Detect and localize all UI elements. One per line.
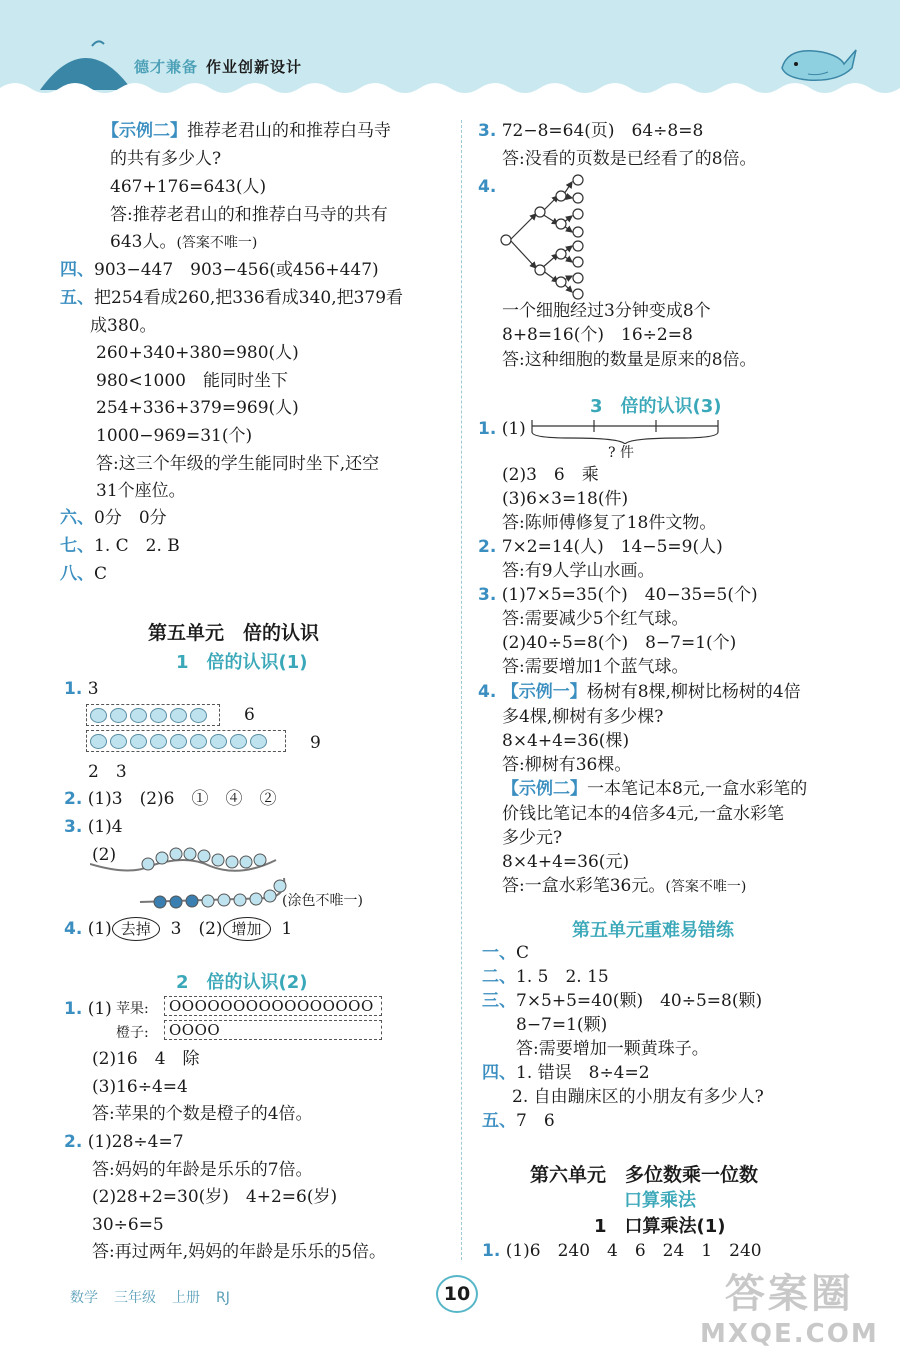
- example2-line: 【示例二】推荐老君山的和推荐白马寺: [102, 121, 391, 141]
- section-title: 3 倍的认识(3): [590, 396, 722, 417]
- orange-circles: OOOO: [164, 1020, 382, 1040]
- text-line: 6: [244, 705, 255, 725]
- m1: 1. (1)6 240 4 6 24 1 240: [482, 1241, 762, 1261]
- bead-chain-2: [120, 868, 290, 912]
- text-line: 答:一盒水彩笔36元。(答案不唯一): [502, 876, 747, 896]
- section-title: 口算乘法: [624, 1190, 696, 1211]
- text-line: (2)3 6 乘: [502, 465, 599, 485]
- text-line: 苹果:: [116, 1001, 149, 1017]
- header-title: 德才兼备 作业创新设计: [134, 58, 303, 76]
- t3: 3. (1)7×5=35(个) 40−35=5(个): [478, 585, 758, 605]
- answer-4: 四、903−447 903−456(或456+447): [60, 260, 379, 280]
- text-line: (2): [92, 845, 117, 865]
- text-line: 答:这种细胞的数量是原来的8倍。: [502, 350, 757, 370]
- text-line: 8×4+4=36(元): [502, 852, 630, 872]
- text-line: (2)40÷5=8(个) 8−7=1(个): [502, 633, 737, 653]
- text-line: 多少元?: [502, 828, 563, 848]
- q2: 2. (1)3 (2)6 ① ④ ②: [64, 789, 277, 809]
- text-line: 8−7=1(颗): [516, 1015, 608, 1035]
- p1: 1. (1): [64, 999, 112, 1019]
- q4: 4. (1) 去掉 3 (2) 增加 1: [64, 919, 293, 939]
- page-number: 10: [436, 1275, 478, 1313]
- text-line: 橙子:: [116, 1025, 149, 1041]
- text-line: 31个座位。: [96, 481, 186, 501]
- header-wave: [0, 78, 900, 100]
- text-line: 1000−969=31(个): [96, 426, 253, 446]
- text-line: 答:需要增加一颗黄珠子。: [516, 1039, 709, 1059]
- p2: 2. (1)28÷4=7: [64, 1132, 184, 1152]
- e5: 五、7 6: [482, 1111, 555, 1131]
- e2: 二、1. 5 2. 15: [482, 967, 609, 987]
- text-line: 的共有多少人?: [110, 149, 222, 169]
- text-line: 9: [310, 733, 321, 753]
- text-line: 答:柳树有36棵。: [502, 755, 632, 775]
- t2: 2. 7×2=14(人) 14−5=9(人): [478, 537, 723, 557]
- text-line: (3)6×3=18(件): [502, 489, 629, 509]
- answer-7: 七、1. C 2. B: [60, 536, 180, 556]
- text-line: 一个细胞经过3分钟变成8个: [502, 301, 711, 321]
- r-q3: 3. 72−8=64(页) 64÷8=8: [478, 121, 704, 141]
- watermark-logo: 答案圈 MXQE.COM: [700, 1271, 879, 1347]
- t4: 4. 【示例一】杨树有8棵,柳树比杨树的4倍: [478, 682, 801, 702]
- text-line: 8+8=16(个) 16÷2=8: [502, 325, 693, 345]
- bracket-diagram: [530, 418, 720, 444]
- e3: 三、7×5+5=40(颗) 40÷5=8(颗): [482, 991, 763, 1011]
- unit6-title: 第六单元 多位数乘一位数: [530, 1164, 759, 1186]
- e1: 一、C: [482, 943, 530, 963]
- text-line: 答:没看的页数是已经看了的8倍。: [502, 149, 757, 169]
- text-line: 【示例二】一本笔记本8元,一盒水彩笔的: [502, 779, 808, 799]
- text-line: 答:再过两年,妈妈的年龄是乐乐的5倍。: [92, 1242, 386, 1262]
- unit5-title: 第五单元 倍的认识: [148, 622, 320, 644]
- text-line: 643人。(答案不唯一): [110, 232, 258, 252]
- text-line: 30÷6=5: [92, 1215, 164, 1235]
- text-line: 254+336+379=969(人): [96, 398, 299, 418]
- t1: 1. (1): [478, 419, 526, 439]
- oval-answer: 去掉: [112, 917, 160, 941]
- text-line: (2)28+2=30(岁) 4+2=6(岁): [92, 1187, 338, 1207]
- faces-row-9: [86, 730, 286, 752]
- answer-6: 六、0分 0分: [60, 508, 167, 528]
- section-title: 第五单元重难易错练: [572, 920, 734, 941]
- text-line: 答:有9人学山水画。: [502, 561, 655, 581]
- text-line: (3)16÷4=4: [92, 1077, 188, 1097]
- answer-5: 五、把254看成260,把336看成340,把379看: [60, 288, 404, 308]
- column-divider: [461, 120, 462, 1260]
- section-title: 2 倍的认识(2): [176, 972, 308, 993]
- text-line: (2)16 4 除: [92, 1049, 200, 1069]
- page-header: [0, 0, 900, 100]
- faces-row-6: [86, 704, 220, 726]
- text-line: 成380。: [90, 316, 157, 336]
- text-line: 答:需要增加1个蓝气球。: [502, 657, 689, 677]
- oval-answer: 增加: [223, 917, 271, 941]
- section-title: 1 口算乘法(1): [594, 1216, 726, 1237]
- text-line: 答:妈妈的年龄是乐乐的7倍。: [92, 1160, 313, 1180]
- text-line: 多4棵,柳树有多少棵?: [502, 707, 664, 727]
- text-line: 8×4+4=36(棵): [502, 731, 630, 751]
- text-line: 2. 自由蹦床区的小朋友有多少人?: [512, 1087, 764, 1107]
- section-title: 1 倍的认识(1): [176, 652, 308, 673]
- text-line: 答:推荐老君山的和推荐白马寺的共有: [110, 205, 388, 225]
- footer-book-info: 数学 三年级 上册 RJ: [70, 1290, 230, 1306]
- text-line: 2 3: [88, 762, 127, 782]
- q3: 3. (1)4: [64, 817, 123, 837]
- text-line: 答:陈师傅修复了18件文物。: [502, 513, 717, 533]
- text-line: 价钱比笔记本的4倍多4元,一盒水彩笔: [502, 804, 785, 824]
- text-line: 答:这三个年级的学生能同时坐下,还空: [96, 454, 380, 474]
- answer-8: 八、C: [60, 564, 108, 584]
- text-line: (涂色不唯一): [282, 893, 363, 909]
- cell-division-diagram: [498, 174, 588, 300]
- q1: 1. 3: [64, 679, 99, 699]
- e4: 四、1. 错误 8÷4=2: [482, 1063, 650, 1083]
- text-line: 467+176=643(人): [110, 177, 267, 197]
- text-line: 260+340+380=980(人): [96, 343, 299, 363]
- text-line: ? 件: [608, 445, 634, 461]
- text-line: 答:需要减少5个红气球。: [502, 609, 689, 629]
- r-q4: 4.: [478, 177, 497, 197]
- text-line: 答:苹果的个数是橙子的4倍。: [92, 1104, 313, 1124]
- text-line: 980<1000 能同时坐下: [96, 371, 288, 391]
- apple-circles: OOOOOOOOOOOOOOOO: [164, 996, 382, 1016]
